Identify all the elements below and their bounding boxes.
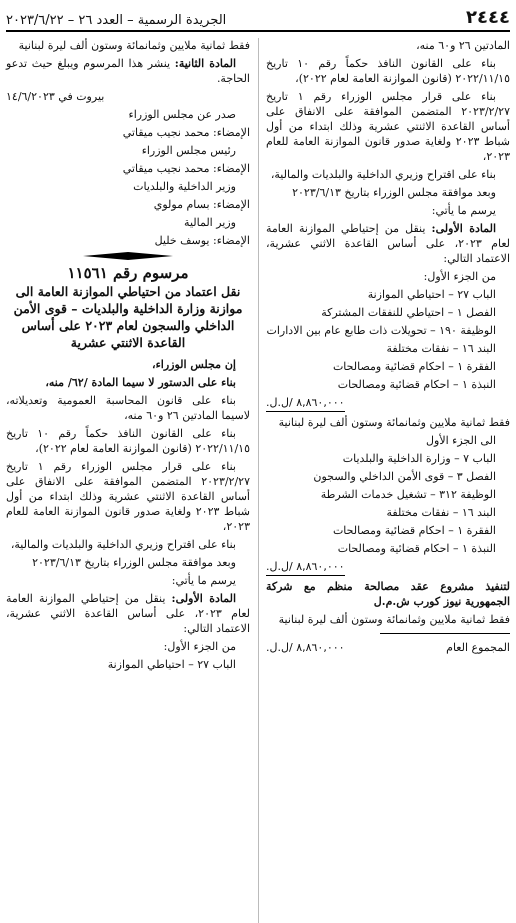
- paragraph: يرسم ما يأتي:: [171, 574, 236, 587]
- signature-line: الإمضاء: بسام مولوي: [153, 198, 250, 211]
- article-1: [6, 591, 250, 636]
- paragraph: بناء على قانون المحاسبة العمومية وتعديلاته، لاسيما المادتين ٢٦ و٦٠ منه،: [6, 394, 250, 422]
- place-date: بيروت في ١٤/٦/٢٠٢٣: [6, 90, 105, 103]
- budget-line: الباب ٢٧ – احتياطي الموازنة: [367, 288, 496, 301]
- page-number: ٢٤٤٤: [466, 7, 510, 28]
- article-1: [266, 221, 510, 266]
- article-label: المادة الثانية:: [174, 57, 237, 70]
- budget-line: البند ١٦ – نفقات مختلفة: [386, 506, 496, 519]
- paragraph: المادتين ٢٦ و٦٠ منه،: [416, 39, 510, 52]
- signature-line: الإمضاء: محمد نجيب ميقاتي: [122, 162, 250, 175]
- amount-in-words: فقط ثمانية ملايين وثمانمائة وستون ألف ليرة لبنانية: [278, 416, 510, 429]
- signature-line: الإمضاء: يوسف خليل: [154, 234, 250, 247]
- paragraph: بناء على قرار مجلس الوزراء رقم ١ تاريخ ٢٠٢٣/٢/٢٧ المتضمن الموافقة على الانفاق على أساس القاعدة الاثنتي عشرية وذلك ابتداء من أول شباط ٢٠٢٣ ولغاية صدور قانون الموازنة العامة للعام ٢٠٢٣،: [266, 90, 511, 163]
- council-heading: إن مجلس الوزراء،: [152, 358, 236, 371]
- amount: ٨,٨٦٠,٠٠٠ /ل.ل.: [266, 559, 345, 576]
- paragraph: بناء على القانون النافذ حكماً رقم ١٠ تاريخ ٢٠٢٢/١١/١٥ (قانون الموازنة العامة لعام ٢٠٢٢)،: [266, 57, 510, 85]
- amount: ٨,٨٦٠,٠٠٠ /ل.ل.: [266, 395, 345, 412]
- article-text: ينشر هذا المرسوم ويبلغ حيث تدعو الحاجة.: [6, 57, 250, 85]
- purpose-text: لتنفيذ مشروع عقد مصالحة منظم مع شركة الجمهورية نيوز كورب ش.م.ل: [266, 580, 510, 608]
- article-label: المادة الأولى:: [171, 592, 236, 605]
- decree-title: نقل اعتماد من احتياطي الموازنة العامة الى موازنة وزارة الداخلية والبلديات – قوى الأمن الداخلي والسجون لعام ٢٠٢٣ على أساس القاعدة الاثنتي عشرية: [13, 284, 243, 350]
- budget-line: البند ١٦ – نفقات مختلفة: [386, 342, 496, 355]
- total-amount: ٨,٨٦٠,٠٠٠ /ل.ل.: [266, 641, 345, 654]
- budget-line: الفقرة ١ – احكام قضائية ومصالحات: [332, 524, 496, 537]
- article-text: ينقل من إحتياطي الموازنة العامة لعام ٢٠٢٣، على أساس القاعدة الاثني عشرية، الاعتماد التالي:: [266, 222, 510, 265]
- paragraph: بناء على اقتراح وزيري الداخلية والبلديات والمالية،: [270, 168, 496, 181]
- budget-line: الفصل ٣ – قوى الأمن الداخلي والسجون: [313, 470, 496, 483]
- signature-title: رئيس مجلس الوزراء: [141, 144, 236, 157]
- article-text: ينقل من إحتياطي الموازنة العامة لعام ٢٠٢٣، على أساس القاعدة الاثني عشرية، الاعتماد التالي:: [6, 592, 250, 635]
- left-column: [6, 38, 250, 675]
- decree-number: مرسوم رقم ١١٥٦١: [67, 264, 189, 282]
- decree-separator: [6, 252, 250, 260]
- amount-in-words: فقط ثمانية ملايين وثمانمائة وستون ألف ليرة لبنانية: [18, 39, 250, 52]
- budget-line: الوظيفة ٣١٢ – تشغيل خدمات الشرطة: [320, 488, 496, 501]
- budget-line: الفصل ١ – احتياطي للنفقات المشتركة: [321, 306, 496, 319]
- total-label: المجموع العام: [446, 641, 510, 654]
- section-label: من الجزء الأول:: [423, 270, 496, 283]
- paragraph: بناء على القانون النافذ حكماً رقم ١٠ تاريخ ٢٠٢٢/١١/١٥ (قانون الموازنة العامة لعام ٢٠٢٢)،: [6, 427, 250, 455]
- signature-title: وزير المالية: [184, 216, 236, 229]
- total-rule: [380, 633, 510, 634]
- page-header: [6, 4, 510, 32]
- signature-title: وزير الداخلية والبلديات: [133, 180, 236, 193]
- article-label: المادة الأولى:: [431, 222, 496, 235]
- budget-line: الفقرة ١ – احكام قضائية ومصالحات: [332, 360, 496, 373]
- paragraph: يرسم ما يأتي:: [431, 204, 496, 217]
- right-column: [266, 38, 510, 655]
- budget-line: الباب ٧ – وزارة الداخلية والبلديات: [342, 452, 496, 465]
- section-label: من الجزء الأول:: [163, 640, 236, 653]
- paragraph: بناء على قرار مجلس الوزراء رقم ١ تاريخ ٢٠٢٣/٢/٢٧ المتضمن الموافقة على الانفاق على أساس القاعدة الاثنتي عشرية وذلك ابتداء من أول شباط ٢٠٢٣ ولغاية صدور قانون الموازنة العامة للعام ٢٠٢٣،: [6, 460, 251, 533]
- budget-line: النبذة ١ – احكام قضائية ومصالحات: [337, 378, 496, 391]
- amount-in-words: فقط ثمانية ملايين وثمانمائة وستون ألف ليرة لبنانية: [278, 613, 510, 626]
- budget-line: الباب ٢٧ – احتياطي الموازنة: [107, 658, 236, 671]
- column-divider: [258, 38, 259, 923]
- separator-ornament: [83, 252, 173, 260]
- budget-line: النبذة ١ – احكام قضائية ومصالحات: [337, 542, 496, 555]
- grand-total-row: [266, 640, 510, 655]
- paragraph: بناء على اقتراح وزيري الداخلية والبلديات والمالية،: [10, 538, 236, 551]
- signature-line: صدر عن مجلس الوزراء: [128, 108, 236, 121]
- section-label: الى الجزء الأول: [426, 434, 496, 447]
- article-2: [6, 56, 250, 86]
- budget-line: الوظيفة ١٩٠ – تحويلات ذات طابع عام بين الادارات: [266, 324, 496, 337]
- gazette-title: الجريدة الرسمية – العدد ٢٦ – ٢٠٢٣/٦/٢٢: [6, 13, 227, 28]
- paragraph: بناء على الدستور لا سيما المادة /٦٢/ منه،: [45, 376, 236, 389]
- paragraph: وبعد موافقة مجلس الوزراء بتاريخ ٢٠٢٣/٦/١٣: [292, 186, 496, 199]
- signature-line: الإمضاء: محمد نجيب ميقاتي: [122, 126, 250, 139]
- paragraph: وبعد موافقة مجلس الوزراء بتاريخ ٢٠٢٣/٦/١٣: [32, 556, 236, 569]
